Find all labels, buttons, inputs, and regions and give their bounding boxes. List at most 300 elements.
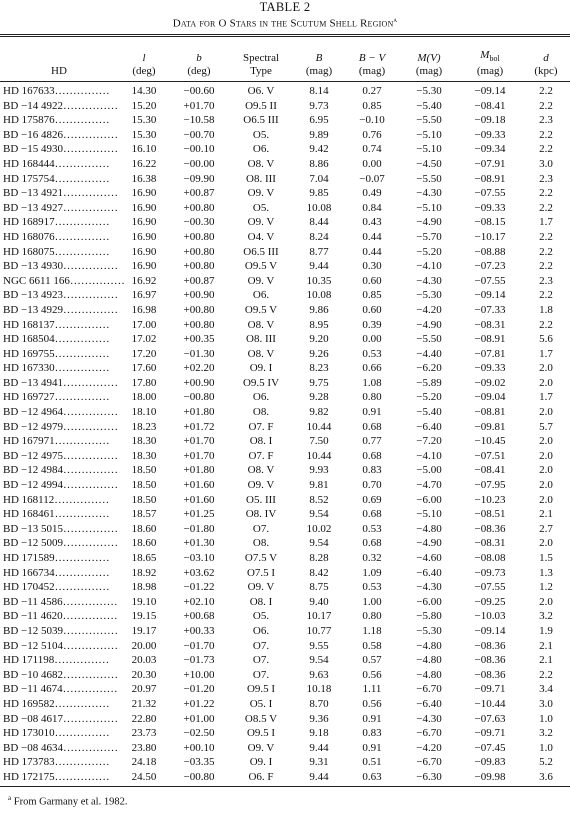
spectral-type-text: O9. V <box>247 216 275 229</box>
l-value-text: 18.50 <box>131 464 157 477</box>
col-header-b-mag <box>294 38 344 78</box>
cell-mv <box>400 770 458 785</box>
cell-mbol <box>458 201 522 216</box>
b-mag-text: 10.08 <box>306 201 332 214</box>
cell-b-v <box>344 201 400 216</box>
l-value-text: 18.23 <box>131 420 157 433</box>
mbol-text: −09.04 <box>474 391 506 404</box>
cell-mv <box>400 595 458 610</box>
cell-star-id <box>0 434 118 449</box>
cell-b-value <box>170 507 228 522</box>
star-id-text: BD −12 4984 <box>3 464 63 477</box>
cell-spectral-type <box>228 449 294 464</box>
cell-b-value <box>170 215 228 230</box>
cell-b-value <box>170 201 228 216</box>
cell-l-value <box>118 770 170 785</box>
col-header-b-v-label: B − V <box>358 52 386 64</box>
b-value-text: −01.73 <box>183 654 215 667</box>
cell-spectral-type <box>228 624 294 639</box>
col-header-b-mag-unit: (mag) <box>305 65 333 77</box>
spectral-type-text: O9. V <box>247 274 275 287</box>
table-row <box>0 390 570 405</box>
cell-b-v <box>344 186 400 201</box>
cell-mbol <box>458 376 522 391</box>
mbol-text: −08.36 <box>474 639 506 652</box>
cell-l-value <box>118 478 170 493</box>
cell-b-value <box>170 113 228 128</box>
star-id-text: BD −16 4826 <box>3 128 63 141</box>
cell-star-id <box>0 595 118 610</box>
mv-text: −4.50 <box>416 157 442 170</box>
mbol-text: −07.81 <box>474 347 506 360</box>
spectral-type-text: O9. V <box>247 479 275 492</box>
cell-star-id <box>0 201 118 216</box>
cell-l-value <box>118 201 170 216</box>
cell-mv <box>400 434 458 449</box>
table-row <box>0 376 570 391</box>
leader-dots: …………… <box>62 260 118 273</box>
b-v-text: 0.85 <box>362 289 382 302</box>
star-id-text: BD −13 4941 <box>3 376 63 389</box>
star-id-text: HD 171589 <box>3 552 55 564</box>
cell-star-id <box>0 712 118 727</box>
b-mag-text: 9.54 <box>309 537 329 550</box>
cell-mv <box>400 376 458 391</box>
distance-text: 3.2 <box>539 610 553 623</box>
distance-text: 1.5 <box>539 552 553 564</box>
cell-b-v <box>344 288 400 303</box>
cell-b-v <box>344 405 400 420</box>
mbol-text: −07.95 <box>474 479 506 492</box>
cell-mv <box>400 478 458 493</box>
l-value-text: 22.80 <box>131 712 157 725</box>
cell-distance <box>522 478 570 493</box>
b-value-text: +00.87 <box>183 274 215 287</box>
spectral-type-text: O8. <box>252 537 270 550</box>
distance-text: 1.7 <box>539 347 553 360</box>
mv-text: −5.10 <box>416 201 442 214</box>
distance-text: 2.2 <box>539 128 553 141</box>
b-mag-text: 9.75 <box>309 376 329 389</box>
cell-b-mag <box>294 595 344 610</box>
spectral-type-text: O9.5 V <box>244 303 278 316</box>
b-v-text: 0.56 <box>362 697 382 710</box>
table-row <box>0 712 570 727</box>
l-value-text: 18.92 <box>131 566 157 579</box>
cell-mbol <box>458 318 522 333</box>
cell-distance <box>522 493 570 508</box>
b-value-text: −00.80 <box>183 770 215 783</box>
cell-b-v <box>344 420 400 435</box>
spectral-type-text: O5. III <box>246 493 276 506</box>
cell-distance <box>522 347 570 362</box>
cell-b-value <box>170 288 228 303</box>
cell-spectral-type <box>228 172 294 187</box>
leader-dots: …………… <box>62 683 118 696</box>
col-header-mv <box>400 38 458 78</box>
cell-distance <box>522 580 570 595</box>
cell-b-mag <box>294 318 344 333</box>
cell-star-id <box>0 288 118 303</box>
cell-distance <box>522 609 570 624</box>
cell-l-value <box>118 318 170 333</box>
cell-b-mag <box>294 288 344 303</box>
mv-text: −4.80 <box>416 522 442 535</box>
cell-l-value <box>118 259 170 274</box>
cell-mv <box>400 697 458 712</box>
l-value-text: 18.98 <box>131 581 157 594</box>
distance-text: 2.0 <box>539 464 553 477</box>
mv-text: −4.10 <box>416 449 442 462</box>
cell-b-value <box>170 536 228 551</box>
l-value-text: 15.30 <box>131 114 157 127</box>
b-mag-text: 9.73 <box>309 99 329 112</box>
leader-dots: …………… <box>54 172 110 185</box>
cell-b-v <box>344 376 400 391</box>
l-value-text: 17.20 <box>131 347 157 360</box>
cell-b-mag <box>294 434 344 449</box>
cell-l-value <box>118 580 170 595</box>
cell-mbol <box>458 609 522 624</box>
cell-spectral-type <box>228 566 294 581</box>
table-row <box>0 522 570 537</box>
cell-l-value <box>118 245 170 260</box>
col-header-l-label: l <box>142 52 146 64</box>
col-header-d-unit: (kpc) <box>534 65 558 77</box>
b-mag-text: 10.44 <box>306 420 332 433</box>
cell-b-mag <box>294 347 344 362</box>
distance-text: 5.6 <box>539 333 553 346</box>
cell-l-value <box>118 78 170 99</box>
b-v-text: 0.60 <box>362 274 382 287</box>
cell-b-value <box>170 697 228 712</box>
cell-mv <box>400 624 458 639</box>
mv-text: −5.30 <box>416 85 442 97</box>
cell-b-value <box>170 230 228 245</box>
col-header-l <box>118 38 170 78</box>
cell-mbol <box>458 639 522 654</box>
distance-text: 2.2 <box>539 99 553 112</box>
l-value-text: 15.20 <box>131 99 157 112</box>
cell-mbol <box>458 580 522 595</box>
cell-b-value <box>170 157 228 172</box>
cell-distance <box>522 361 570 376</box>
cell-b-v <box>344 624 400 639</box>
cell-l-value <box>118 405 170 420</box>
cell-spectral-type <box>228 741 294 756</box>
cell-b-mag <box>294 682 344 697</box>
cell-mbol <box>458 507 522 522</box>
b-mag-text: 6.95 <box>309 114 329 127</box>
leader-dots: …………… <box>62 376 118 389</box>
mbol-text: −09.33 <box>474 362 506 375</box>
cell-spectral-type <box>228 697 294 712</box>
distance-text: 2.7 <box>539 522 553 535</box>
cell-distance <box>522 653 570 668</box>
cell-b-value <box>170 551 228 566</box>
distance-text: 2.2 <box>539 201 553 214</box>
mv-text: −6.70 <box>416 727 442 740</box>
cell-spectral-type <box>228 405 294 420</box>
leader-dots: …………… <box>62 406 118 419</box>
table-row <box>0 755 570 770</box>
mv-text: −4.40 <box>416 347 442 360</box>
cell-b-value <box>170 682 228 697</box>
b-value-text: +01.80 <box>183 464 215 477</box>
mbol-text: −07.33 <box>474 303 506 316</box>
cell-b-value <box>170 303 228 318</box>
b-mag-text: 9.26 <box>309 347 329 360</box>
cell-distance <box>522 668 570 683</box>
cell-l-value <box>118 668 170 683</box>
b-value-text: +01.00 <box>183 712 215 725</box>
cell-distance <box>522 390 570 405</box>
b-value-text: +00.10 <box>183 741 215 754</box>
b-mag-text: 9.28 <box>309 391 329 404</box>
cell-mbol <box>458 78 522 99</box>
b-value-text: +00.80 <box>183 230 215 243</box>
b-v-text: −0.07 <box>359 172 385 185</box>
col-header-mbol-unit: (mag) <box>476 65 504 77</box>
mv-text: −5.30 <box>416 624 442 637</box>
distance-text: 1.2 <box>539 581 553 594</box>
table-body <box>0 78 570 785</box>
spectral-type-text: O9.5 IV <box>242 376 280 389</box>
distance-text: 1.8 <box>539 303 553 316</box>
distance-text: 2.0 <box>539 406 553 419</box>
cell-mbol <box>458 478 522 493</box>
l-value-text: 18.50 <box>131 493 157 506</box>
b-value-text: −00.00 <box>183 157 215 170</box>
cell-distance <box>522 463 570 478</box>
b-v-text: 0.80 <box>362 391 382 404</box>
cell-b-mag <box>294 113 344 128</box>
leader-dots: …………… <box>54 581 110 594</box>
cell-b-v <box>344 390 400 405</box>
cell-b-value <box>170 741 228 756</box>
mbol-text: −09.71 <box>474 683 506 696</box>
cell-spectral-type <box>228 303 294 318</box>
cell-b-mag <box>294 332 344 347</box>
distance-text: 2.0 <box>539 362 553 375</box>
cell-l-value <box>118 186 170 201</box>
cell-b-mag <box>294 303 344 318</box>
cell-spectral-type <box>228 712 294 727</box>
b-value-text: −10.58 <box>183 114 215 127</box>
cell-b-mag <box>294 274 344 289</box>
b-v-text: 0.44 <box>362 245 382 258</box>
table-top-rule-double <box>0 36 570 37</box>
cell-distance <box>522 420 570 435</box>
leader-dots: …………… <box>54 493 110 506</box>
b-mag-text: 10.35 <box>306 274 332 287</box>
cell-spectral-type <box>228 595 294 610</box>
mbol-text: −09.02 <box>474 376 506 389</box>
table-row <box>0 318 570 333</box>
cell-spectral-type <box>228 478 294 493</box>
cell-b-v <box>344 653 400 668</box>
b-mag-text: 7.04 <box>309 172 329 185</box>
distance-text: 2.0 <box>539 537 553 550</box>
mv-text: −4.90 <box>416 318 442 331</box>
table-row <box>0 639 570 654</box>
l-value-text: 23.80 <box>131 741 157 754</box>
b-value-text: +00.90 <box>183 376 215 389</box>
b-mag-text: 10.02 <box>306 522 332 535</box>
cell-mv <box>400 609 458 624</box>
cell-l-value <box>118 303 170 318</box>
cell-b-value <box>170 347 228 362</box>
leader-dots: …………… <box>62 522 118 535</box>
cell-l-value <box>118 624 170 639</box>
cell-b-v <box>344 770 400 785</box>
cell-mbol <box>458 741 522 756</box>
cell-spectral-type <box>228 230 294 245</box>
cell-l-value <box>118 128 170 143</box>
b-mag-text: 8.86 <box>309 157 329 170</box>
star-id-text: HD 168076 <box>3 230 55 243</box>
cell-distance <box>522 682 570 697</box>
l-value-text: 18.65 <box>131 552 157 564</box>
cell-distance <box>522 595 570 610</box>
b-value-text: −01.80 <box>183 522 215 535</box>
b-mag-text: 9.55 <box>309 639 329 652</box>
spectral-type-text: O8. III <box>246 333 276 346</box>
cell-star-id <box>0 697 118 712</box>
spectral-type-text: O8. V <box>247 157 275 170</box>
cell-mbol <box>458 172 522 187</box>
spectral-type-text: O8. I <box>249 435 273 448</box>
cell-b-mag <box>294 449 344 464</box>
leader-dots: …………… <box>54 157 110 170</box>
col-header-hd <box>0 38 118 78</box>
cell-mbol <box>458 463 522 478</box>
table-title-text: Data for O Stars in the Scutum Shell Region <box>172 17 394 30</box>
star-id-text: HD 172175 <box>3 770 55 783</box>
cell-spectral-type <box>228 288 294 303</box>
cell-mv <box>400 682 458 697</box>
cell-mbol <box>458 566 522 581</box>
mv-text: −4.30 <box>416 187 442 200</box>
cell-spectral-type <box>228 580 294 595</box>
b-v-text: 0.66 <box>362 362 382 375</box>
cell-star-id <box>0 215 118 230</box>
cell-distance <box>522 536 570 551</box>
cell-l-value <box>118 113 170 128</box>
leader-dots: …………… <box>62 289 118 302</box>
cell-b-mag <box>294 128 344 143</box>
b-v-text: 0.80 <box>362 610 382 623</box>
spectral-type-text: O9.5 I <box>246 727 276 740</box>
col-header-d-label: d <box>543 52 549 64</box>
b-v-text: 0.76 <box>362 128 382 141</box>
col-header-spectral-label: Spectral <box>242 52 280 64</box>
col-header-b-v-unit: (mag) <box>358 65 386 77</box>
l-value-text: 14.30 <box>131 85 157 97</box>
cell-l-value <box>118 376 170 391</box>
spectral-type-text: O8. IV <box>245 508 277 521</box>
table-row <box>0 303 570 318</box>
cell-distance <box>522 755 570 770</box>
leader-dots: …………… <box>62 128 118 141</box>
b-mag-text: 8.14 <box>309 85 329 97</box>
cell-mv <box>400 566 458 581</box>
cell-mv <box>400 639 458 654</box>
b-v-text: 0.49 <box>362 187 382 200</box>
table-title-footnote-marker: a <box>393 16 398 24</box>
cell-b-mag <box>294 78 344 99</box>
b-mag-text: 9.31 <box>309 756 329 769</box>
b-mag-text: 9.20 <box>309 333 329 346</box>
cell-distance <box>522 624 570 639</box>
cell-b-mag <box>294 653 344 668</box>
mbol-text: −08.31 <box>474 537 506 550</box>
mbol-text: −07.51 <box>474 449 506 462</box>
cell-mbol <box>458 332 522 347</box>
cell-distance <box>522 303 570 318</box>
cell-distance <box>522 566 570 581</box>
cell-b-value <box>170 493 228 508</box>
cell-b-v <box>344 128 400 143</box>
spectral-type-text: O9. V <box>247 741 275 754</box>
table-row <box>0 347 570 362</box>
col-header-mbol <box>458 38 522 78</box>
header-row <box>0 38 570 78</box>
cell-distance <box>522 142 570 157</box>
cell-mbol <box>458 230 522 245</box>
mbol-text: −10.03 <box>474 610 506 623</box>
l-value-text: 20.30 <box>131 668 157 681</box>
cell-star-id <box>0 463 118 478</box>
l-value-text: 20.97 <box>131 683 157 696</box>
cell-b-mag <box>294 463 344 478</box>
star-id-text: BD −11 4586 <box>3 595 63 608</box>
l-value-text: 16.98 <box>131 303 157 316</box>
mv-text: −6.40 <box>416 697 442 710</box>
table-row <box>0 361 570 376</box>
cell-l-value <box>118 230 170 245</box>
cell-b-v <box>344 274 400 289</box>
cell-spectral-type <box>228 201 294 216</box>
spectral-type-text: O8. V <box>247 347 275 360</box>
cell-b-v <box>344 726 400 741</box>
l-value-text: 19.15 <box>131 610 157 623</box>
cell-star-id <box>0 361 118 376</box>
b-v-text: 1.18 <box>362 624 382 637</box>
cell-mv <box>400 230 458 245</box>
l-value-text: 16.90 <box>131 260 157 273</box>
b-mag-text: 8.44 <box>309 216 329 229</box>
mbol-text: −08.41 <box>474 99 506 112</box>
cell-spectral-type <box>228 99 294 114</box>
cell-star-id <box>0 113 118 128</box>
cell-b-v <box>344 682 400 697</box>
mbol-text: −07.23 <box>474 260 506 273</box>
l-value-text: 16.90 <box>131 245 157 258</box>
mbol-text: −08.08 <box>474 552 506 564</box>
distance-text: 3.4 <box>539 683 553 696</box>
b-value-text: +01.70 <box>183 435 215 448</box>
cell-mbol <box>458 99 522 114</box>
cell-l-value <box>118 142 170 157</box>
cell-spectral-type <box>228 682 294 697</box>
cell-star-id <box>0 726 118 741</box>
cell-spectral-type <box>228 639 294 654</box>
mv-text: −4.30 <box>416 274 442 287</box>
cell-distance <box>522 741 570 756</box>
cell-b-value <box>170 653 228 668</box>
spectral-type-text: O7. <box>252 639 270 652</box>
